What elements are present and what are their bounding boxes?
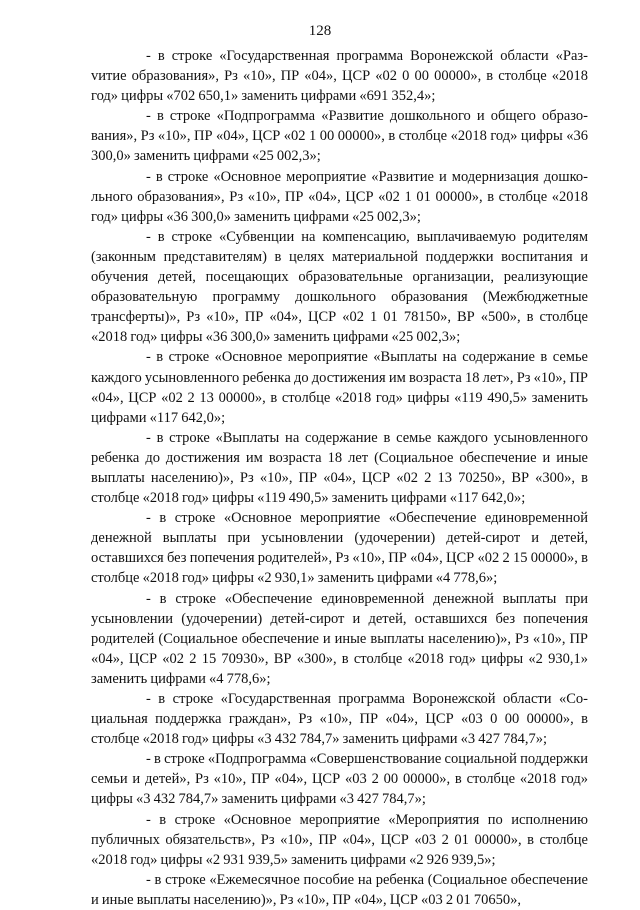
paragraph: - в строке «Выплаты на содержание в семье каждого усыновленного ребенка до достижения им возраста 18 лет (Социальное обеспечение и иные выплаты населению)», Рз «10», ПР «04», ЦСР «02 2 13 70250», ВР «300», в столбце «2018 год» цифры «119 490,5» заменить цифрами «117 642,0»; bbox=[91, 429, 588, 507]
paragraph: - в строке «Государственная программа Воронежской области «Социальная поддержка граждан», Рз «10», ПР «04», ЦСР «03 0 00 00000», в столбце «2018 год» цифры «3 432 784,7» заменить цифрами «3 427 784,7»; bbox=[91, 691, 588, 748]
document-body bbox=[91, 46, 588, 910]
page-number: 128 bbox=[308, 23, 332, 39]
paragraph: - в строке «Государственная программа Воронежской области «Разvитие образования», Рз «10», ПР «04», ЦСР «02 0 00 00000», в столбце «2018 год» цифры «702 650,1» заменить цифрами «691 352,4»; bbox=[91, 48, 588, 105]
paragraph: - в строке «Основное мероприятие «Развитие и модернизация дошкольного образования», Рз «10», ПР «04», ЦСР «02 1 01 00000», в столбце «2018 год» цифры «36 300,0» заменить цифрами «25 002,3»; bbox=[91, 168, 588, 225]
paragraph: - в строке «Подпрограмма «Развитие дошкольного и общего образования», Рз «10», ПР «04», ЦСР «02 1 00 00000», в столбце «2018 год» цифры «36 300,0» заменить цифрами «25 002,3»; bbox=[91, 108, 588, 165]
paragraph: - в строке «Основное мероприятие «Обеспечение единовременной денежной выплаты при усыновлении (удочерении) детей-сирот и детей, оставшихся без попечения родителей», Рз «10», ПР «04», ЦСР «02 2 15 00000», в столбце «2018 год» цифры «2 930,1» заменить цифрами «4 778,6»; bbox=[91, 510, 588, 587]
paragraph: - в строке «Обеспечение единовременной денежной выплаты при усыновлении (удочерении) детей-сирот и детей, оставшихся без попечения родителей (Социальное обеспечение и иные выплаты населению)», Рз «10», ПР «04», ЦСР «02 2 15 70930», ВР «300», в столбце «2018 год» цифры «2 930,1» заменить цифрами «4 778,6»; bbox=[91, 590, 588, 687]
paragraph: - в строке «Ежемесячное пособие на ребенка (Социальное обеспечение и иные выплаты населению)», Рз «10», ПР «04», ЦСР «03 2 01 70650», bbox=[91, 871, 588, 908]
paragraph: - в строке «Субвенции на компенсацию, выплачиваемую родителям (законным представителям) в целях материальной поддержки воспитания и обучения детей, посещающих образовательные организации, реализующие образовательную программу дошкольного образования (Межбюджетные трансферты)», Рз «10», ПР «04», ЦСР «02 1 01 78150», ВР «500», в столбце «2018 год» цифры «36 300,0» заменить цифрами «25 002,3»; bbox=[91, 228, 588, 346]
paragraph: - в строке «Подпрограмма «Совершенствование социальной поддержки семьи и детей», Рз «10», ПР «04», ЦСР «03 2 00 00000», в столбце «2018 год» цифры «3 432 784,7» заменить цифрами «3 427 784,7»; bbox=[91, 751, 588, 808]
paragraph: - в строке «Основное мероприятие «Мероприятия по исполнению публичных обязательств», Рз «10», ПР «04», ЦСР «03 2 01 00000», в столбце «2018 год» цифры «2 931 939,5» заменить цифрами «2 926 939,5»; bbox=[91, 811, 588, 868]
paragraph: - в строке «Основное мероприятие «Выплаты на содержание в семье каждого усыновленного ребенка до достижения им возраста 18 лет», Рз «10», ПР «04», ЦСР «02 2 13 00000», в столбце «2018 год» цифры «119 490,5» заменить цифрами «117 642,0»; bbox=[91, 349, 588, 426]
